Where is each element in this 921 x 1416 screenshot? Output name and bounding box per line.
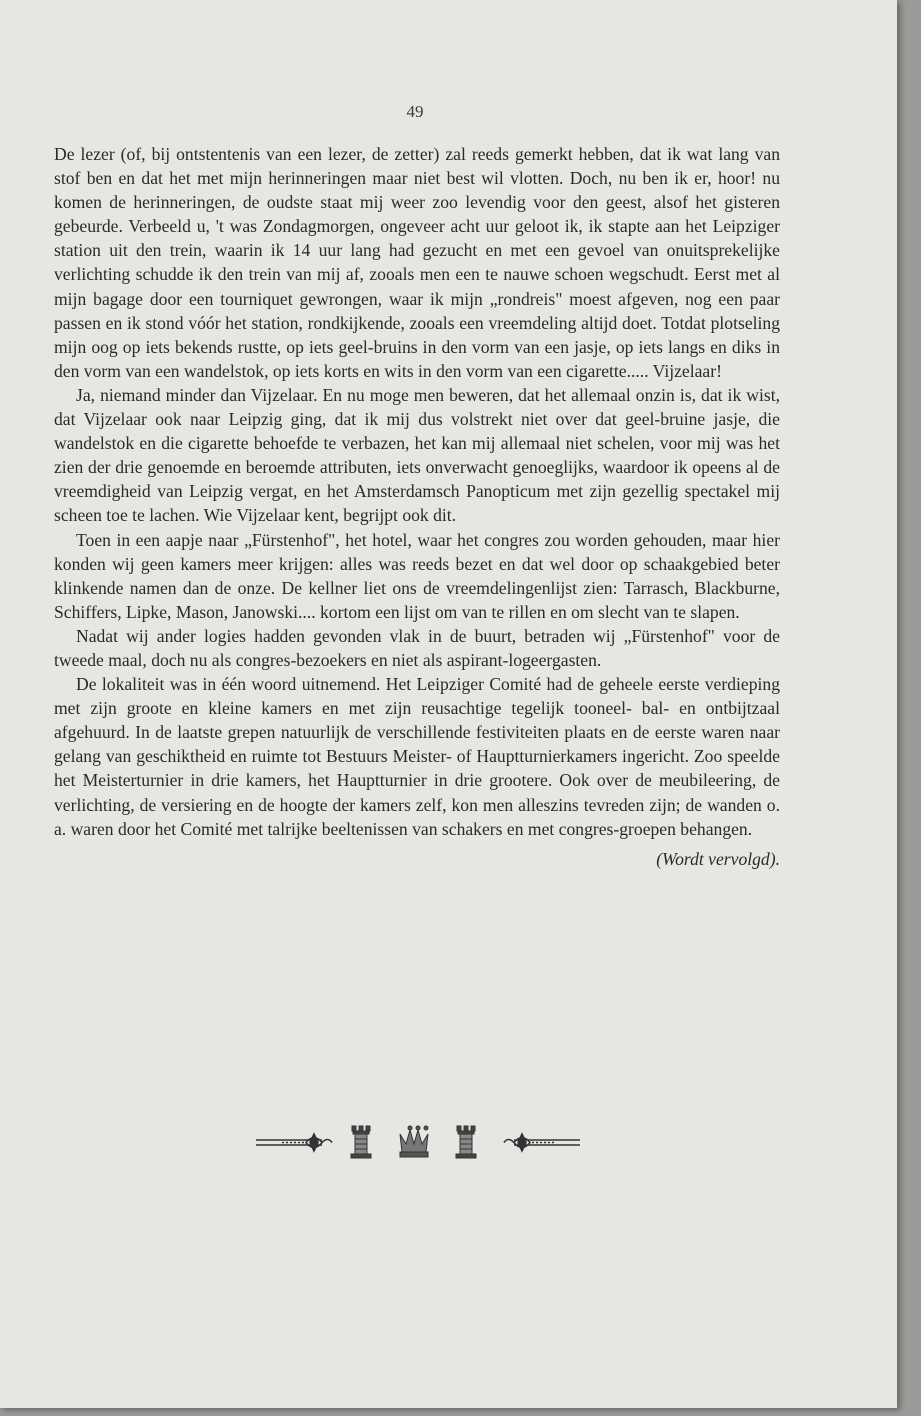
rook-icon — [351, 1126, 371, 1158]
scroll-flourish-left-icon — [256, 1134, 332, 1151]
crown-icon — [400, 1126, 428, 1157]
chess-ornament — [252, 1118, 584, 1166]
page-number: 49 — [406, 102, 424, 121]
continued-note: (Wordt vervolgd). — [656, 848, 780, 869]
scroll-flourish-right-icon — [504, 1134, 580, 1151]
rook-icon — [456, 1126, 476, 1158]
article-body — [54, 142, 780, 871]
paragraph: De lezer (of, bij ontstentenis van een lezer, de zetter) zal reeds gemerkt hebben, dat ik wat lang van stof ben en dat het met mijn herinneringen maar niet best wil vlotten. Doch, nu ben ik er, hoor! nu komen de herinneringen, de oudste staat mij weer zoo levendig voor den geest, alsof het gisteren gebeurde. Verbeeld u, 't was Zondagmorgen, ongeveer acht uur geloot ik, ik stapte aan het Leipziger station uit den trein, waarin ik 14 uur lang had gezucht en met een gevoel van onuitsprekelijke verlichting schudde ik den trein van mij af, zooals men een te nauwe schoen wegschudt. Eerst met al mijn bagage door een tourniquet gewrongen, waar ik mijn „rondreis" moest afgeven, nog een paar passen en ik stond vóór het station, rondkijkende, zooals een vreemdeling altijd doet. Totdat plotseling mijn oog op iets bekends rustte, op iets geel-bruins in den vorm van een jasje, op iets langs en diks in den vorm van een wandelstok, op iets korts en wits in den vorm van een cigarette..... Vijzelaar! — [54, 144, 780, 381]
paragraph: Ja, niemand minder dan Vijzelaar. En nu moge men beweren, dat het allemaal onzin is, dat ik wist, dat Vijzelaar ook naar Leipzig ging, dat ik mij dus volstrekt niet over dat geel-bruine jasje, die wandelstok en die cigarette behoefde te verbazen, het kan mij allemaal niet schelen, voor mij was het zien der drie genoemde en beroemde attributen, iets onverwacht genoeglijks, waardoor ik opeens al de vreemdigheid van Leipzig vergat, en het Amsterdamsch Panopticum met zijn gezellig spectakel mij scheen toe te lachen. Wie Vijzelaar kent, begrijpt ook dit. — [54, 384, 780, 526]
paragraph: De lokaliteit was in één woord uitnemend. Het Leipziger Comité had de geheele eerste verdieping met zijn groote en kleine kamers en met zijn reusachtige tegelijk tooneel- bal- en ontbijtzaal afgehuurd. In de laatste grepen natuurlijk de verschillende festiviteiten plaats en de eerste waren naar gelang van geschiktheid en ruimte tot Bestuurs Meister- of Hauptturnierkamers ingericht. Zoo speelde het Meisterturnier in drie kamers, het Hauptturnier in drie grootere. Ook over de meubileering, de verlichting, de versiering en de hoogte der kamers zelf, kon men alleszins tevreden zijn; de wanden o. a. waren door het Comité met talrijke beeltenissen van schakers en met congres-groepen behangen. — [54, 674, 780, 839]
paragraph: Toen in een aapje naar „Fürstenhof", het hotel, waar het congres zou worden gehouden, maar hier konden wij geen kamers meer krijgen: alles was reeds bezet en dat wel door op schaakgebied beter klinkende namen dan de onze. De kellner liet ons de vreemdelingenlijst zien: Tarrasch, Blackburne, Schiffers, Lipke, Mason, Janowski.... kortom een lijst om van te rillen en om slecht van te slapen. — [54, 529, 780, 622]
paragraph: Nadat wij ander logies hadden gevonden vlak in de buurt, betraden wij „Fürstenhof" voor de tweede maal, doch nu als congres-bezoekers en niet als aspirant-logeergasten. — [54, 625, 780, 670]
